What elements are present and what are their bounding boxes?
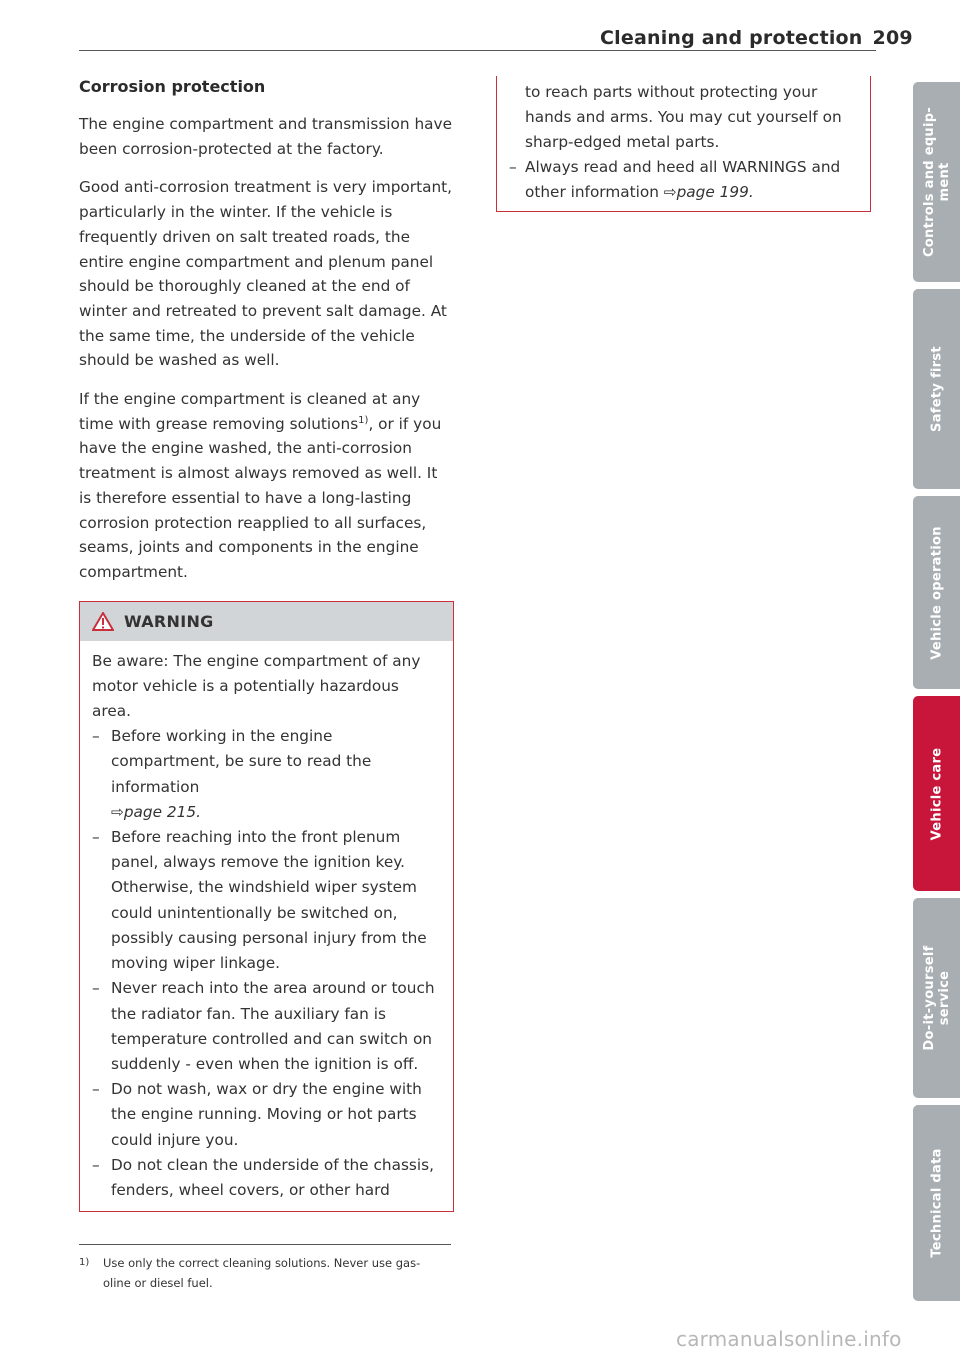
warning-continued-text: to reach parts without protecting your hands and arms. You may cut yourself on sharp-edged metal parts.: [525, 83, 842, 151]
paragraph-3-start: If the engine compartment is cleaned at any time with grease removing solutions: [79, 390, 421, 433]
warning-list: [92, 724, 441, 1203]
chapter-title: Cleaning and protection: [600, 27, 863, 49]
tab-controls-and-equipment[interactable]: [913, 82, 960, 282]
left-column: [79, 76, 454, 1212]
warning-list-continued: [509, 155, 858, 205]
warning-continuation-box: [496, 76, 871, 212]
paragraph-3: [79, 387, 454, 585]
header-rule: [79, 50, 876, 51]
footnote: [79, 1253, 454, 1293]
right-column: [496, 76, 870, 212]
warning-header: [80, 602, 453, 641]
footnote-mark: 1): [79, 1257, 90, 1268]
paragraph-3-end: , or if you have the engine washed, the anti-corrosion treatment is almost always removed as well. It is therefore essential to have a long-lasting corrosion protection reapplied to all surfaces, seams, joints and components in the engine compartment.: [79, 414, 442, 581]
tab-label: Controls and equip- ment: [921, 106, 952, 258]
tab-label: Safety first: [929, 346, 944, 432]
footnote-rule: [79, 1244, 451, 1245]
warning-item: [509, 155, 858, 205]
tab-label: Vehicle care: [929, 747, 944, 840]
warning-item: – Do not wash, wax or dry the engine with the engine running. Moving or hot parts could injure you.: [92, 1077, 441, 1153]
tab-label: Do-it-yourself service: [921, 945, 952, 1051]
warning-title: WARNING: [124, 611, 214, 631]
watermark: carmanualsonline.info: [676, 1327, 902, 1351]
footnote-line-2: oline or diesel fuel.: [103, 1276, 213, 1290]
warning-item: – Never reach into the area around or touch the radiator fan. The auxiliary fan is temperature controlled and can switch on suddenly - even when the ignition is off.: [92, 976, 441, 1077]
warning-intro: Be aware: The engine compartment of any motor vehicle is a potentially hazardous area.: [92, 651, 421, 721]
tab-technical-data[interactable]: [913, 1105, 960, 1301]
warning-item: – Before reaching into the front plenum panel, always remove the ignition key. Otherwise, the windshield wiper system could unintentionally be switched on, possibly causing personal injury from the moving wiper linkage.: [92, 825, 441, 976]
warning-triangle-icon: [92, 612, 114, 631]
page-number: 209: [872, 27, 913, 49]
warning-item: [92, 724, 441, 825]
footnote-line-1: Use only the correct cleaning solutions. Never use gas-: [103, 1256, 421, 1270]
tab-label: Technical data: [929, 1148, 944, 1258]
tab-vehicle-care[interactable]: [913, 696, 960, 891]
paragraph-2: Good anti-corrosion treatment is very important, particularly in the winter. If the vehicle is frequently driven on salt treated roads, the entire engine compartment and plenum panel should be thoroughly cleaned at the end of winter and retreated to prevent salt damage. At the same time, the underside of the vehicle should be washed as well.: [79, 178, 453, 370]
paragraph-1: The engine compartment and transmission have been corrosion-protected at the factory.: [79, 115, 453, 158]
tab-safety-first[interactable]: [913, 289, 960, 489]
page-reference-link[interactable]: ⇨page 215.: [111, 802, 201, 821]
footnote-ref: 1): [358, 414, 369, 426]
warning-item-text: Before working in the engine compartment, be sure to read the information: [111, 727, 372, 796]
tab-do-it-yourself-service[interactable]: [913, 898, 960, 1098]
page-reference-link[interactable]: ⇨page 199.: [663, 183, 754, 202]
tab-vehicle-operation[interactable]: [913, 496, 960, 689]
running-header: [600, 27, 913, 49]
warning-item-text: Always read and heed all WARNINGS and other information: [525, 158, 841, 202]
section-heading: Corrosion protection: [79, 77, 266, 96]
tab-label: Vehicle operation: [929, 525, 944, 660]
warning-body: [80, 641, 453, 1211]
warning-box: [79, 601, 454, 1212]
warning-item: – Do not clean the underside of the chassis, fenders, wheel covers, or other hard: [92, 1153, 441, 1203]
